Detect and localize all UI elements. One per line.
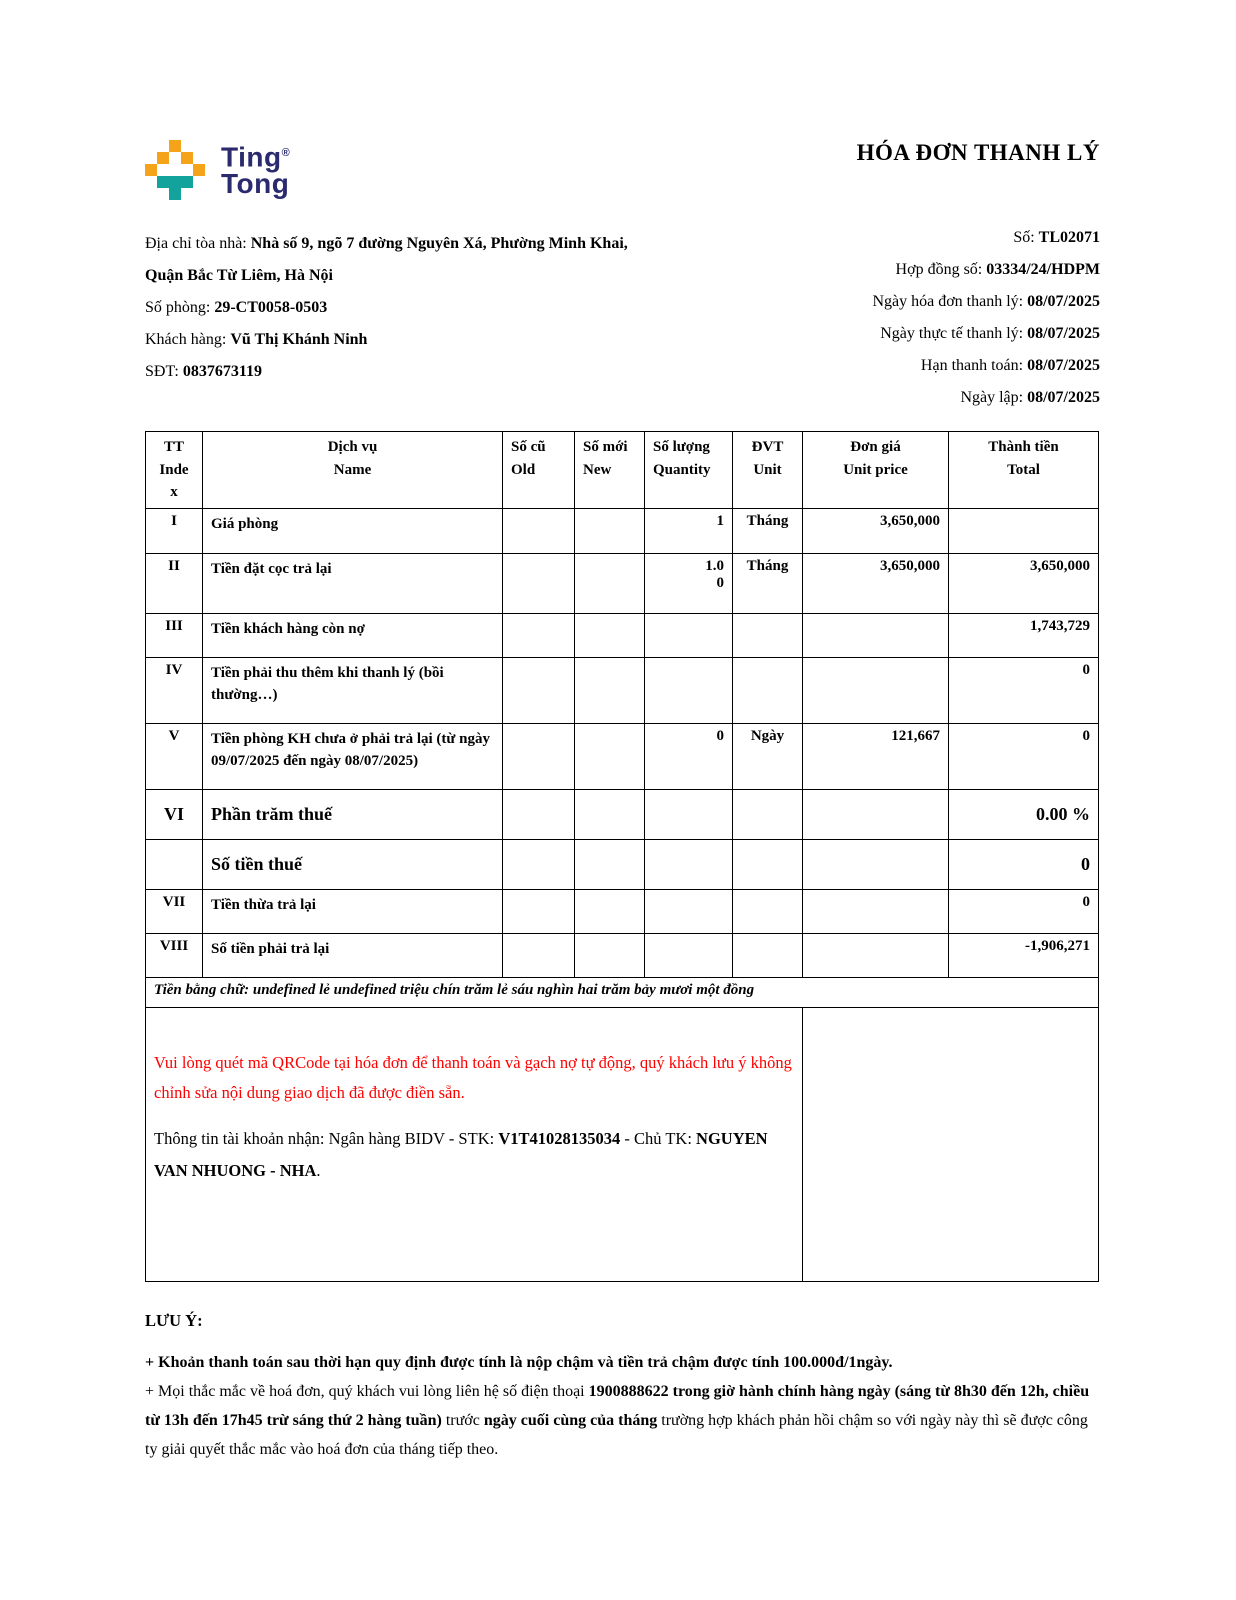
col-header-unit: ĐVT Unit	[733, 432, 803, 509]
logo-pixel	[157, 176, 193, 188]
header-right	[680, 140, 1100, 414]
address-value: Nhà số 9, ngõ 7 đường Nguyên Xá, Phường Minh Khai, Quận Bắc Từ Liêm, Hà Nội	[145, 235, 628, 284]
logo-pixel	[181, 152, 193, 164]
table-row: IV Tiền phải thu thêm khi thanh lý (bồi thường…) 0	[146, 657, 1099, 723]
table-row: VIII Số tiền phải trả lại -1,906,271	[146, 933, 1099, 977]
registered-mark: ®	[281, 147, 291, 159]
invoice-header	[145, 140, 1100, 414]
bank-account-mid: - Chủ TK:	[620, 1128, 697, 1148]
late-payment-note: + Khoản thanh toán sau thời hạn quy định được tính là nộp chậm và tiền trả chậm được tính 100.000đ/1ngày.	[145, 1354, 893, 1372]
room-label: Số phòng:	[145, 299, 211, 316]
customer-phone	[145, 356, 660, 388]
payment-note-cell	[146, 1007, 803, 1281]
payment-due-date: Hạn thanh toán: 08/07/2025	[920, 357, 1100, 374]
logo-pixel	[193, 164, 205, 176]
bank-account-holder: NGUYEN VAN NHUONG - NHA	[154, 1128, 768, 1180]
amount-in-words: Tiền bằng chữ: undefined lẻ undefined triệu chín trăm lẻ sáu nghìn hai trăm bảy mươi một đồng	[146, 977, 1099, 1007]
col-header-new: Số mới New	[575, 432, 645, 509]
invoice-number: Số: TL02071	[1013, 229, 1100, 246]
notes-title: LƯU Ý:	[145, 1310, 203, 1330]
payment-note-row	[146, 1007, 1099, 1281]
bank-account-suffix: .	[316, 1160, 321, 1180]
col-header-name: Dịch vụ Name	[203, 432, 503, 509]
room-value: 29-CT0058-0503	[214, 299, 328, 316]
logo-pixel	[169, 188, 181, 200]
col-header-index: TT Index	[146, 432, 203, 509]
room-number	[145, 292, 660, 324]
logo-pixel	[145, 164, 157, 176]
customer-name	[145, 324, 660, 356]
invoice-table	[145, 431, 1099, 1282]
footer-notes	[145, 1306, 1100, 1465]
table-row: II Tiền đặt cọc trả lại 1.00 Tháng 3,650,000 3,650,000	[146, 553, 1099, 613]
table-row: V Tiền phòng KH chưa ở phải trả lại (từ ngày 09/07/2025 đến ngày 08/07/2025) 0 Ngày 121,667 0	[146, 723, 1099, 789]
logo-wordmark	[221, 140, 291, 200]
actual-liquidation-date: Ngày thực tế thanh lý: 08/07/2025	[880, 325, 1100, 342]
header-left	[145, 140, 665, 388]
tingtong-logo	[145, 140, 665, 200]
table-row: Số tiền thuế 0	[146, 839, 1099, 889]
contact-note: + Mọi thắc mắc về hoá đơn, quý khách vui lòng liên hệ số điện thoại 1900888622 trong giờ hành chính hàng ngày (sáng từ 8h30 đến 12h, chiều từ 13h đến 17h45 trừ sáng thứ 2 hàng tuần) trước ngày cuối cùng của tháng trường hợp khách phản hồi chậm so với ngày này thì sẽ được công ty giải quyết thắc mắc vào hoá đơn của tháng tiếp theo.	[145, 1382, 1090, 1458]
col-header-total: Thành tiền Total	[949, 432, 1099, 509]
bank-account-info	[154, 1123, 794, 1187]
invoice-meta	[680, 222, 1100, 414]
customer-value: Vũ Thị Khánh Ninh	[230, 331, 368, 348]
logo-word-tong: Tong	[221, 168, 290, 200]
logo-pixel	[157, 152, 169, 164]
table-row: III Tiền khách hàng còn nợ 1,743,729	[146, 613, 1099, 657]
table-header-row	[146, 432, 1099, 509]
address-label: Địa chỉ tòa nhà:	[145, 235, 247, 252]
col-header-quantity: Số lượng Quantity	[645, 432, 733, 509]
logo-word-ting: Ting	[221, 141, 282, 173]
table-row: I Giá phòng 1 Tháng 3,650,000	[146, 508, 1099, 553]
issue-date: Ngày lập: 08/07/2025	[960, 389, 1100, 406]
bank-account-number: V1T41028135034	[498, 1128, 621, 1148]
phone-value: 0837673119	[182, 363, 262, 380]
table-row: VI Phần trăm thuế 0.00 %	[146, 789, 1099, 839]
amount-in-words-row	[146, 977, 1099, 1007]
empty-signature-cell	[803, 1007, 1099, 1281]
col-header-unit-price: Đơn giá Unit price	[803, 432, 949, 509]
page-title: HÓA ĐƠN THANH LÝ	[856, 140, 1100, 165]
bank-account-prefix: Thông tin tài khoản nhận: Ngân hàng BIDV - STK:	[154, 1128, 499, 1148]
building-address	[145, 228, 660, 292]
contract-number: Hợp đồng số: 03334/24/HDPM	[895, 261, 1100, 278]
tingtong-logo-icon	[145, 140, 205, 200]
logo-pixel	[169, 140, 181, 152]
table-row: VII Tiền thừa trả lại 0	[146, 889, 1099, 933]
col-header-old: Số cũ Old	[503, 432, 575, 509]
liquidation-invoice-date: Ngày hóa đơn thanh lý: 08/07/2025	[872, 293, 1100, 310]
qr-payment-warning: Vui lòng quét mã QRCode tại hóa đơn để thanh toán và gạch nợ tự động, quý khách lưu ý không chỉnh sửa nội dung giao dịch đã được điền sẵn.	[154, 1052, 792, 1103]
customer-info	[145, 228, 660, 388]
phone-label: SĐT:	[145, 363, 179, 380]
customer-label: Khách hàng:	[145, 331, 227, 348]
